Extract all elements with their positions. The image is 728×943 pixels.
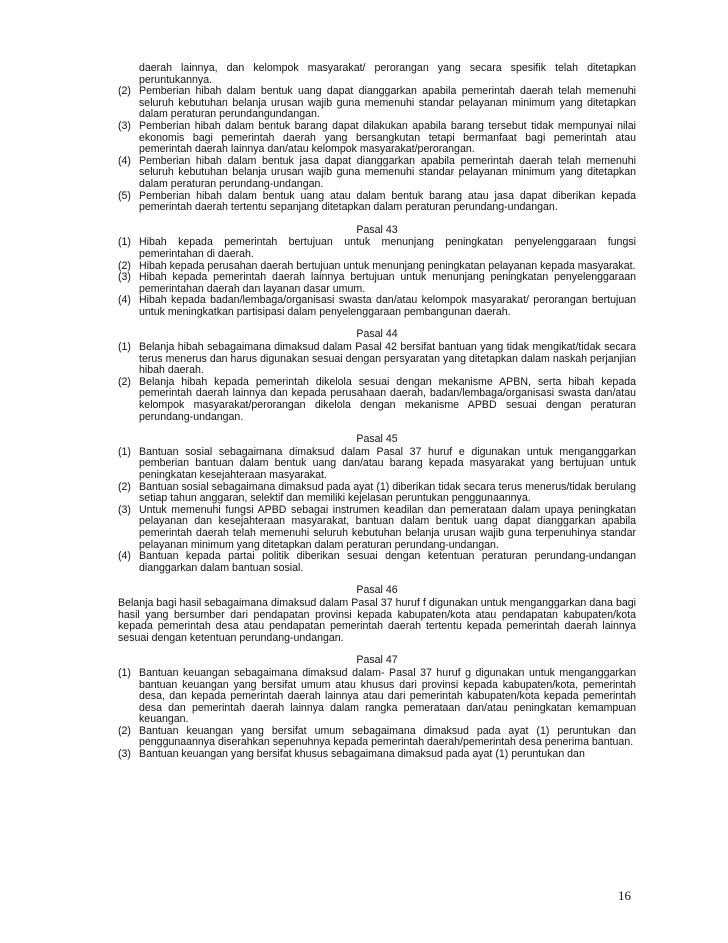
list-item bbox=[118, 377, 636, 423]
pasal-47-heading: Pasal 47 bbox=[356, 654, 398, 667]
item-number: (1) bbox=[118, 236, 131, 249]
item-text: Hibah kepada perusahan daerah bertujuan untuk menunjang peningkatan pelayanan kepada masyarakat. bbox=[139, 259, 636, 272]
list-item bbox=[118, 63, 636, 86]
item-number: (3) bbox=[118, 503, 131, 516]
pasal-44-list bbox=[118, 342, 636, 423]
item-number: (2) bbox=[118, 259, 131, 272]
document-page bbox=[118, 63, 636, 761]
item-number: (2) bbox=[118, 375, 131, 388]
list-item bbox=[118, 272, 636, 295]
list-item bbox=[118, 342, 636, 377]
item-number: (2) bbox=[118, 480, 131, 493]
pasal-43-heading: Pasal 43 bbox=[356, 223, 398, 236]
item-text: Bantuan sosial sebagaimana dimaksud dalam Pasal 37 huruf e digunakan untuk menganggarkan pemberian bantuan dalam bentuk uang dan/atau barang kepada masyarakat yang bertujuan untuk peningkatan kesejahteraan masyarakat. bbox=[139, 445, 636, 481]
page-number: 16 bbox=[618, 888, 631, 903]
item-number: (3) bbox=[118, 748, 131, 761]
item-text: Hibah kepada pemerintah bertujuan untuk menunjang peningkatan penyelenggaraan fungsi pemerintahan di daerah. bbox=[139, 236, 636, 260]
list-item bbox=[118, 191, 636, 214]
item-number: (1) bbox=[118, 445, 131, 458]
item-number: (2) bbox=[118, 85, 131, 98]
pasal-45-list bbox=[118, 447, 636, 575]
item-text: Pemberian hibah dalam bentuk barang dapat dilakukan apabila barang tersebut tidak mempunyai nilai ekonomis bagi pemerintah daerah yang bersangkutan tetapi bermanfaat bagi pemerintah atau pemerintah daerah lainnya dan/atau kelompok masyarakat/perorangan. bbox=[139, 119, 636, 156]
item-number: (2) bbox=[118, 724, 131, 737]
list-item bbox=[118, 749, 636, 761]
pasal-46-paragraph: Belanja bagi hasil sebagaimana dimaksud dalam Pasal 37 huruf f digunakan untuk menganggarkan dana bagi hasil yang bersumber dari pendapatan provinsi kepada kabupaten/kota atau pendapatan kabupaten/kota kepada pemerintah desa atau pendapatan pemerintah daerah tertentu kepada pemerintah daerah lainnya sesuai dengan ketentuan perundang-undangan. bbox=[118, 596, 636, 644]
pasal-44-heading: Pasal 44 bbox=[356, 328, 398, 341]
list-item bbox=[118, 447, 636, 482]
item-text: Untuk memenuhi fungsi APBD sebagai instrumen keadilan dan pemerataan dalam upaya peningkatan pelayanan dan kesejahteraan masyarakat, bantuan dalam bentuk uang dapat dianggarkan apabila pemerintah daerah telah memenuhi seluruh kebutuhan belanja urusan wajib guna terpenuhinya standar pelayanan minimum yang ditetapkan dalam peraturan perundang-undangan. bbox=[139, 503, 636, 551]
item-number: (4) bbox=[118, 550, 131, 563]
list-item bbox=[118, 156, 636, 191]
item-number: (1) bbox=[118, 666, 131, 679]
list-item bbox=[118, 726, 636, 749]
list-item bbox=[118, 505, 636, 551]
item-text: Bantuan kepada partai politik diberikan sesuai dengan ketentuan peraturan perundang-undangan dianggarkan dalam bantuan sosial. bbox=[139, 550, 636, 574]
item-number: (4) bbox=[118, 154, 131, 167]
list-item bbox=[118, 295, 636, 318]
list-item bbox=[118, 121, 636, 156]
item-number: (3) bbox=[118, 119, 131, 132]
item-text: Hibah kepada badan/lembaga/organisasi swasta dan/atau kelompok masyarakat/ perorangan bertujuan untuk meningkatkan partisipasi dalam penyelenggaraan pembangunan daerah. bbox=[139, 294, 636, 318]
item-text: Bantuan sosial sebagaimana dimaksud pada ayat (1) diberikan tidak secara terus menerus/tidak berulang setiap tahun anggaran, selektif dan memiliki kejelasan peruntukan penggunaannya. bbox=[139, 480, 636, 505]
list-item bbox=[118, 482, 636, 505]
item-text: Pemberian hibah dalam bentuk uang dapat dianggarkan apabila pemerintah daerah telah memenuhi seluruh kebutuhan belanja urusan wajib guna memenuhi standar pelayanan minimum yang ditetapkan dalam peraturan perundangundangan. bbox=[139, 85, 636, 121]
item-text: Pemberian hibah dalam bentuk uang atau dalam bentuk barang atau jasa dapat diberikan kepada pemerintah daerah tertentu sepanjang ditetapkan dalam peraturan perundang-undangan. bbox=[139, 189, 636, 214]
item-text: Pemberian hibah dalam bentuk jasa dapat dianggarkan apabila pemerintah daerah telah memenuhi seluruh kebutuhan belanja urusan wajib guna memenuhi standar pelayanan minimum yang ditetapkan dalam peraturan perundang-undangan. bbox=[139, 154, 636, 190]
pasal-45-heading: Pasal 45 bbox=[356, 433, 398, 446]
list-item bbox=[118, 551, 636, 574]
list-item bbox=[118, 668, 636, 726]
item-number: (1) bbox=[118, 341, 131, 354]
item-text: Bantuan keuangan sebagaimana dimaksud dalam- Pasal 37 huruf g digunakan untuk menganggarkan bantuan keuangan yang bersifat umum atau khusus dari provinsi kepada kabupaten/kota, pemerintah desa, dan kepada pemerintah daerah lainnya atau dari pemerintah kabupaten/kota kepada pemerintah desa dan pemerintah daerah lainnya dalam rangka pemerataan dan/atau peningkatan kemampuan keuangan. bbox=[139, 666, 636, 726]
item-text: Bantuan keuangan yang bersifat khusus sebagaimana dimaksud pada ayat (1) peruntukan dan bbox=[139, 748, 585, 761]
list-item bbox=[118, 86, 636, 121]
item-text: Bantuan keuangan yang bersifat umum sebagaimana dimaksud pada ayat (1) peruntukan dan penggunaannya diserahkan sepenuhnya kepada pemerintah daerah/pemerintah desa penerima bantuan. bbox=[139, 724, 636, 749]
item-number: (3) bbox=[118, 271, 131, 284]
list-item bbox=[118, 237, 636, 260]
pasal-43-list bbox=[118, 237, 636, 318]
item-text: Belanja hibah sebagaimana dimaksud dalam Pasal 42 bersifat bantuan yang tidak mengikat/tidak secara terus menerus dan harus digunakan sesuai dengan persyaratan yang ditetapkan dalam naskah perjanjian hibah daerah. bbox=[139, 341, 636, 377]
item-text: Belanja hibah kepada pemerintah dikelola sesuai dengan mekanisme APBN, serta hibah kepada pemerintah daerah lainnya dan kepada perusahaan daerah, badan/lembaga/organisasi swasta dan/atau kelompok masyarakat/perorangan dikelola dengan mekanisme APBD sesuai dengan peraturan perundang-undangan. bbox=[139, 375, 636, 423]
item-number: (5) bbox=[118, 189, 131, 202]
item-text: Hibah kepada pemerintah daerah lainnya bertujuan untuk menunjang peningkatan penyelenggaraan pemerintahan daerah dan layanan dasar umum. bbox=[139, 271, 636, 295]
item-number: (4) bbox=[118, 294, 131, 307]
intro-list bbox=[118, 63, 636, 214]
pasal-47-list bbox=[118, 668, 636, 761]
item-text: daerah lainnya, dan kelompok masyarakat/ perorangan yang secara spesifik telah ditetapkan peruntukannya. bbox=[139, 62, 636, 86]
pasal-46-heading: Pasal 46 bbox=[356, 584, 398, 597]
